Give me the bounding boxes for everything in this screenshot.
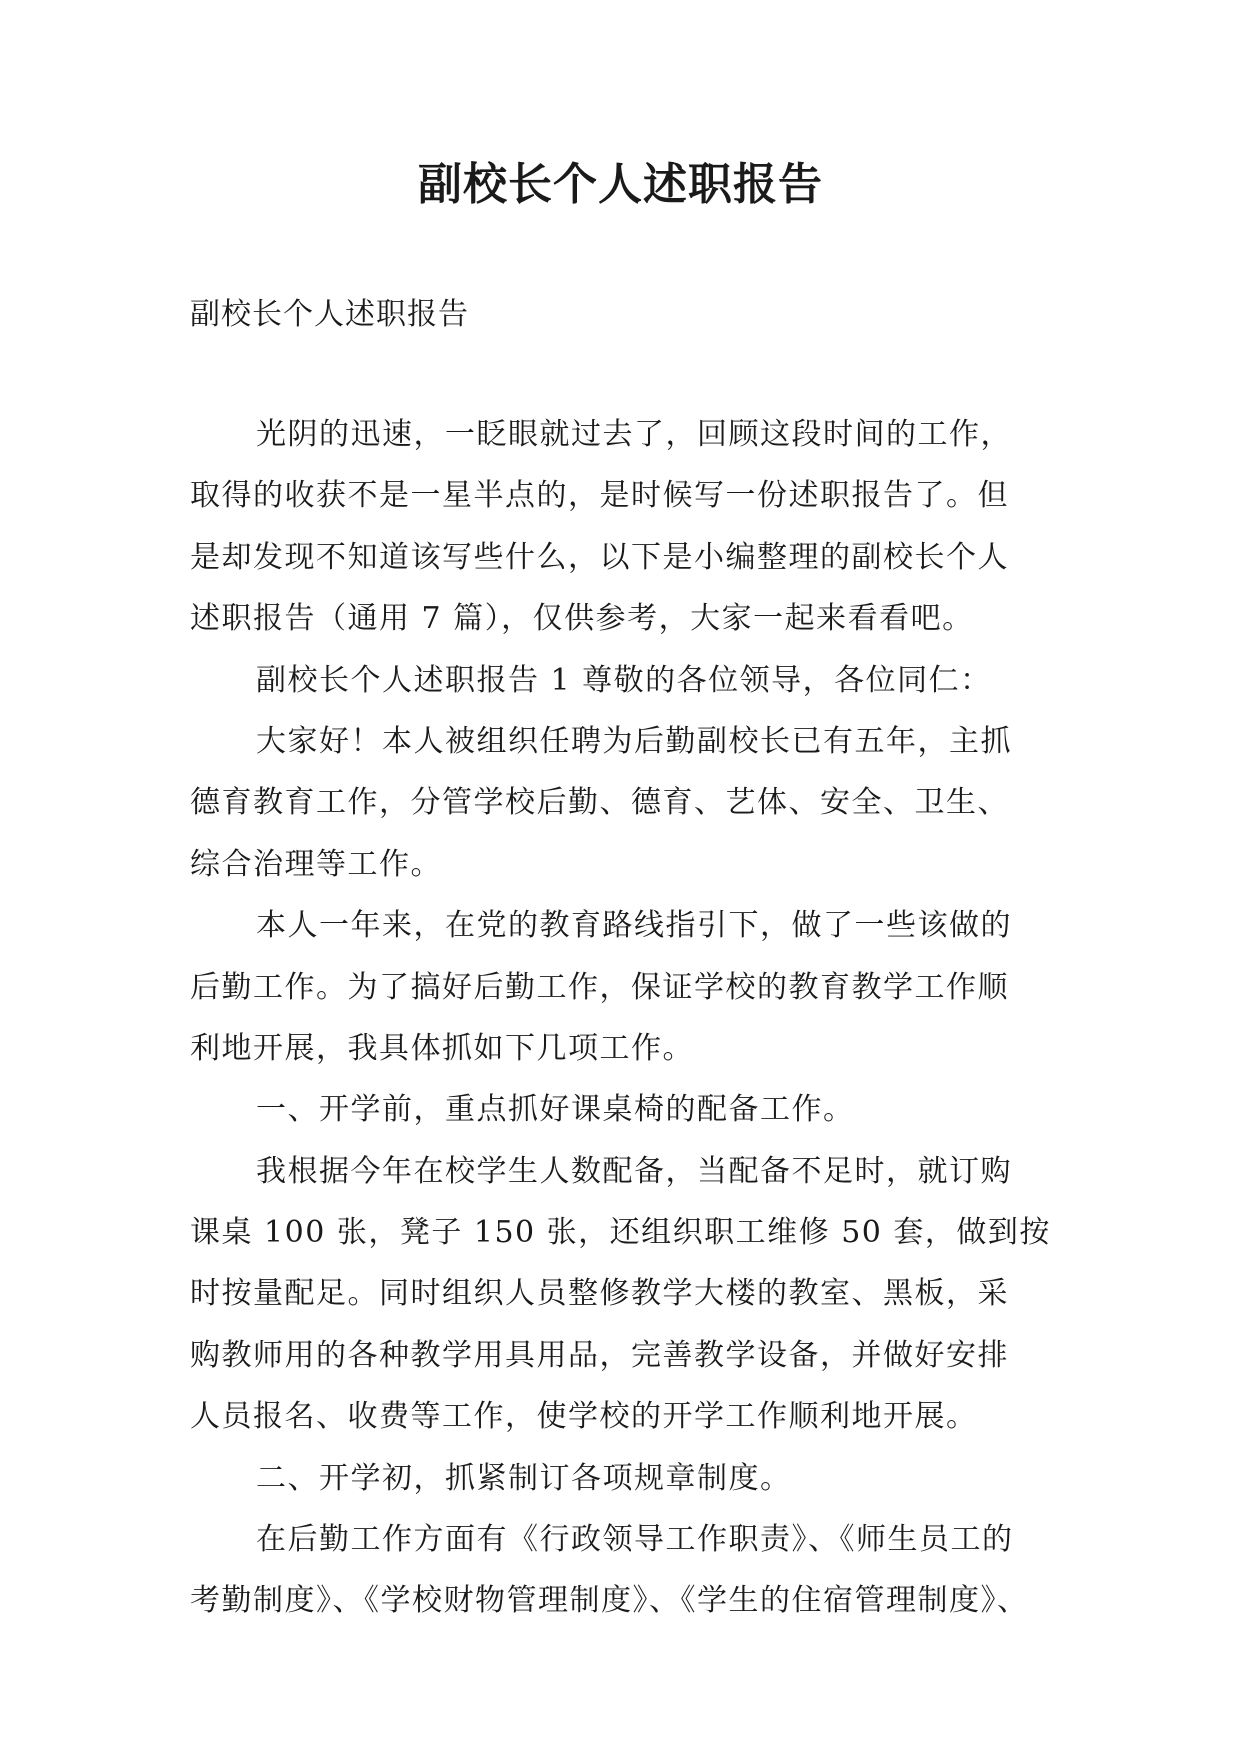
paragraph-line: 利地开展，我具体抓如下几项工作。 — [190, 1030, 694, 1066]
paragraph-line: 我根据今年在校学生人数配备，当配备不足时，就订购 — [256, 1153, 1012, 1189]
document-subtitle: 副校长个人述职报告 — [190, 297, 469, 332]
paragraph-line: 述职报告（通用 7 篇），仅供参考，大家一起来看看吧。 — [190, 601, 974, 637]
paragraph-line: 副校长个人述职报告 1 尊敬的各位领导，各位同仁： — [256, 662, 992, 698]
paragraph-line: 德育教育工作，分管学校后勤、德育、艺体、安全、卫生、 — [190, 785, 1009, 821]
paragraph-line: 时按量配足。同时组织人员整修教学大楼的教室、黑板，采 — [190, 1276, 1009, 1312]
paragraph-line: 购教师用的各种教学用具用品，完善教学设备，并做好安排 — [190, 1337, 1009, 1373]
paragraph-line: 一、开学前，重点抓好课桌椅的配备工作。 — [256, 1092, 855, 1128]
paragraph-line: 课桌 100 张，凳子 150 张，还组织职工维修 50 套，做到按 — [190, 1215, 1051, 1251]
paragraph-line: 二、开学初，抓紧制订各项规章制度。 — [256, 1460, 792, 1496]
paragraph-line: 本人一年来，在党的教育路线指引下，做了一些该做的 — [256, 908, 1012, 944]
paragraph-line: 后勤工作。为了搞好后勤工作，保证学校的教育教学工作顺 — [190, 969, 1009, 1005]
paragraph-line: 光阴的迅速，一眨眼就过去了，回顾这段时间的工作， — [256, 417, 1012, 452]
document-body — [190, 415, 1090, 1643]
document-title: 副校长个人述职报告 — [418, 159, 823, 210]
paragraph-line: 大家好！本人被组织任聘为后勤副校长已有五年，主抓 — [256, 723, 1012, 759]
paragraph-line: 取得的收获不是一星半点的，是时候写一份述职报告了。但 — [190, 478, 1009, 514]
paragraph-line: 在后勤工作方面有《行政领导工作职责》、《师生员工的 — [256, 1522, 1014, 1558]
paragraph-line: 考勤制度》、《学校财物管理制度》、《学生的住宿管理制度》、 — [190, 1583, 1029, 1619]
paragraph-line: 人员报名、收费等工作，使学校的开学工作顺利地开展。 — [190, 1399, 978, 1435]
paragraph-line: 综合治理等工作。 — [190, 846, 442, 882]
paragraph-line: 是却发现不知道该写些什么，以下是小编整理的副校长个人 — [190, 539, 1009, 575]
